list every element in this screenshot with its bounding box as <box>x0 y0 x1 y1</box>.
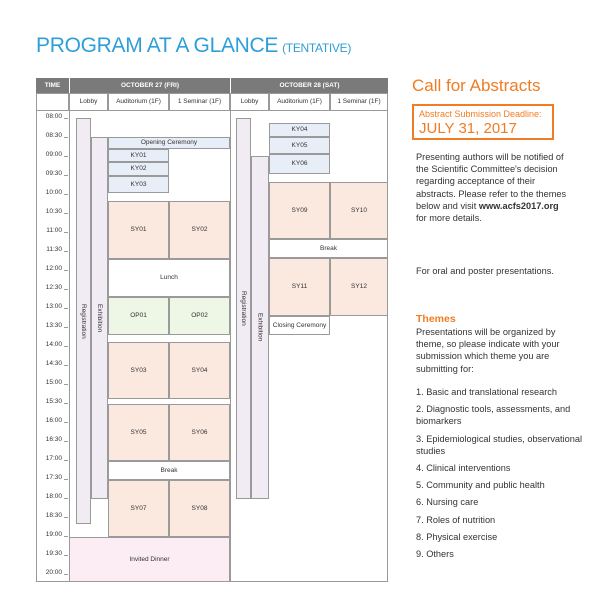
time-label: 14:00 <box>45 341 62 348</box>
day2-sy10: SY10 <box>330 182 388 239</box>
time-header: TIME <box>36 78 69 93</box>
schedule-grid <box>36 78 388 582</box>
time-tick <box>64 460 68 461</box>
themes-list <box>416 386 586 565</box>
time-label: 10:30 <box>45 208 62 215</box>
deadline-date: JULY 31, 2017 <box>419 120 517 137</box>
time-tick <box>64 403 68 404</box>
day1-sy07: SY07 <box>108 480 169 537</box>
time-label: 17:30 <box>45 474 62 481</box>
day2-sy12: SY12 <box>330 258 388 316</box>
time-tick <box>64 289 68 290</box>
time-subheader <box>36 93 69 111</box>
time-label: 11:30 <box>46 246 62 253</box>
day2-exhibition-label: Exhibition <box>256 313 264 342</box>
day2-registration-label: Registration <box>240 291 248 326</box>
theme-item: 3. Epidemiological studies, observational studies <box>416 433 582 456</box>
time-label: 18:30 <box>45 512 62 519</box>
time-label: 12:00 <box>45 265 62 272</box>
time-tick <box>64 137 68 138</box>
day1-sy06: SY06 <box>169 404 230 461</box>
time-tick <box>64 194 68 195</box>
website-link[interactable]: www.acfs2017.org <box>478 200 559 211</box>
day2-sy11: SY11 <box>269 258 330 316</box>
time-tick <box>64 441 68 442</box>
time-tick <box>64 270 68 271</box>
time-tick <box>64 384 68 385</box>
time-label: 15:30 <box>45 398 62 405</box>
day1-ky01: KY01 <box>108 149 169 162</box>
themes-intro: Presentations will be organized by theme, so please indicate with your submission which theme you are submitting for: <box>416 327 560 374</box>
day2-ky06: KY06 <box>269 154 330 174</box>
time-label: 20:00 <box>45 569 62 576</box>
theme-item: 2. Diagnostic tools, assessments, and biomarkers <box>416 404 571 427</box>
time-tick <box>64 251 68 252</box>
time-label: 08:30 <box>45 132 62 139</box>
time-label: 15:00 <box>45 379 62 386</box>
time-label: 12:30 <box>45 284 62 291</box>
day2-header: OCTOBER 28 (SAT) <box>230 78 388 93</box>
day1-exhibition <box>91 137 108 499</box>
day2-col-lobby: Lobby <box>230 93 269 111</box>
time-tick <box>64 118 68 119</box>
time-tick <box>64 327 68 328</box>
day1-sy08: SY08 <box>169 480 230 537</box>
time-tick <box>64 156 68 157</box>
time-tick <box>64 422 68 423</box>
day1-op01: OP01 <box>108 297 169 335</box>
time-label: 09:00 <box>45 151 62 158</box>
day2-closing-ceremony: Closing Ceremony <box>269 316 330 335</box>
time-label: 16:30 <box>45 436 62 443</box>
day2-exhibition <box>251 156 269 499</box>
theme-item: 9. Others <box>416 549 454 560</box>
day1-invited-dinner: Invited Dinner <box>69 537 230 582</box>
day1-sy03: SY03 <box>108 342 169 399</box>
day1-ky03: KY03 <box>108 176 169 193</box>
presentation-types: For oral and poster presentations. <box>416 266 554 276</box>
deadline-box <box>412 104 554 140</box>
day-divider <box>230 111 231 582</box>
day1-lunch: Lunch <box>108 259 230 297</box>
day2-ky04: KY04 <box>269 123 330 137</box>
time-tick <box>64 346 68 347</box>
time-label: 11:00 <box>46 227 62 234</box>
theme-item: 1. Basic and translational research <box>416 387 557 397</box>
abstract-notice-text: Presenting authors will be notified of the Scientific Committee's decision regarding acceptance of their abstracts. Please refer to the themes below and visit <box>416 152 567 211</box>
day1-sy02: SY02 <box>169 201 230 259</box>
day1-col-lobby: Lobby <box>69 93 108 111</box>
call-for-abstracts-title: Call for Abstracts <box>412 76 541 95</box>
time-tick <box>64 536 68 537</box>
time-tick <box>64 232 68 233</box>
themes-title: Themes <box>416 313 456 325</box>
time-tick <box>64 365 68 366</box>
day1-exhibition-label: Exhibition <box>96 303 104 333</box>
time-tick <box>64 308 68 309</box>
time-tick <box>64 498 68 499</box>
day1-col-seminar: 1 Seminar (1F) <box>169 93 230 111</box>
page-title <box>36 34 351 58</box>
day1-opening-ceremony: Opening Ceremony <box>108 137 230 149</box>
theme-item: 7. Roles of nutrition <box>416 514 496 525</box>
day1-op02: OP02 <box>169 297 230 335</box>
abstract-notice <box>416 151 568 224</box>
theme-item: 8. Physical exercise <box>416 531 498 542</box>
theme-item: 6. Nursing care <box>416 497 479 508</box>
time-label: 16:00 <box>45 417 62 424</box>
day1-col-auditorium: Auditorium (1F) <box>108 93 169 111</box>
time-label: 08:00 <box>45 113 62 120</box>
page-title-subtitle: (TENTATIVE) <box>282 41 352 55</box>
day1-registration <box>76 118 91 524</box>
time-tick <box>64 175 68 176</box>
abstract-notice-end: for more details. <box>416 213 482 224</box>
time-label: 19:00 <box>45 531 62 538</box>
time-label: 13:00 <box>45 303 62 310</box>
time-tick <box>64 555 68 556</box>
page-title-main: PROGRAM AT A GLANCE <box>36 34 279 57</box>
deadline-label: Abstract Submission Deadline: <box>419 109 542 119</box>
day2-ky05: KY05 <box>269 137 330 154</box>
day2-col-seminar: 1 Seminar (1F) <box>330 93 388 111</box>
time-label: 19:30 <box>45 550 62 557</box>
theme-item: 5. Community and public health <box>416 480 545 491</box>
day1-sy05: SY05 <box>108 404 169 461</box>
day1-header: OCTOBER 27 (FRI) <box>69 78 230 93</box>
day1-sy04: SY04 <box>169 342 230 399</box>
day2-col-auditorium: Auditorium (1F) <box>269 93 330 111</box>
time-label: 09:30 <box>45 170 62 177</box>
time-tick <box>64 479 68 480</box>
time-tick <box>64 574 68 575</box>
time-tick <box>64 213 68 214</box>
time-label: 13:30 <box>45 322 62 329</box>
day2-break: Break <box>269 239 388 258</box>
day2-registration <box>236 118 251 499</box>
time-label: 10:00 <box>45 189 62 196</box>
time-label: 17:00 <box>45 455 62 462</box>
day1-break: Break <box>108 461 230 480</box>
time-column-divider <box>69 111 70 582</box>
day1-ky02: KY02 <box>108 162 169 176</box>
time-tick <box>64 517 68 518</box>
day1-registration-label: Registration <box>80 303 88 339</box>
day2-sy09: SY09 <box>269 182 330 239</box>
theme-item: 4. Clinical interventions <box>416 463 511 474</box>
time-label: 14:30 <box>45 360 62 367</box>
time-label: 18:00 <box>45 493 62 500</box>
day1-sy01: SY01 <box>108 201 169 259</box>
